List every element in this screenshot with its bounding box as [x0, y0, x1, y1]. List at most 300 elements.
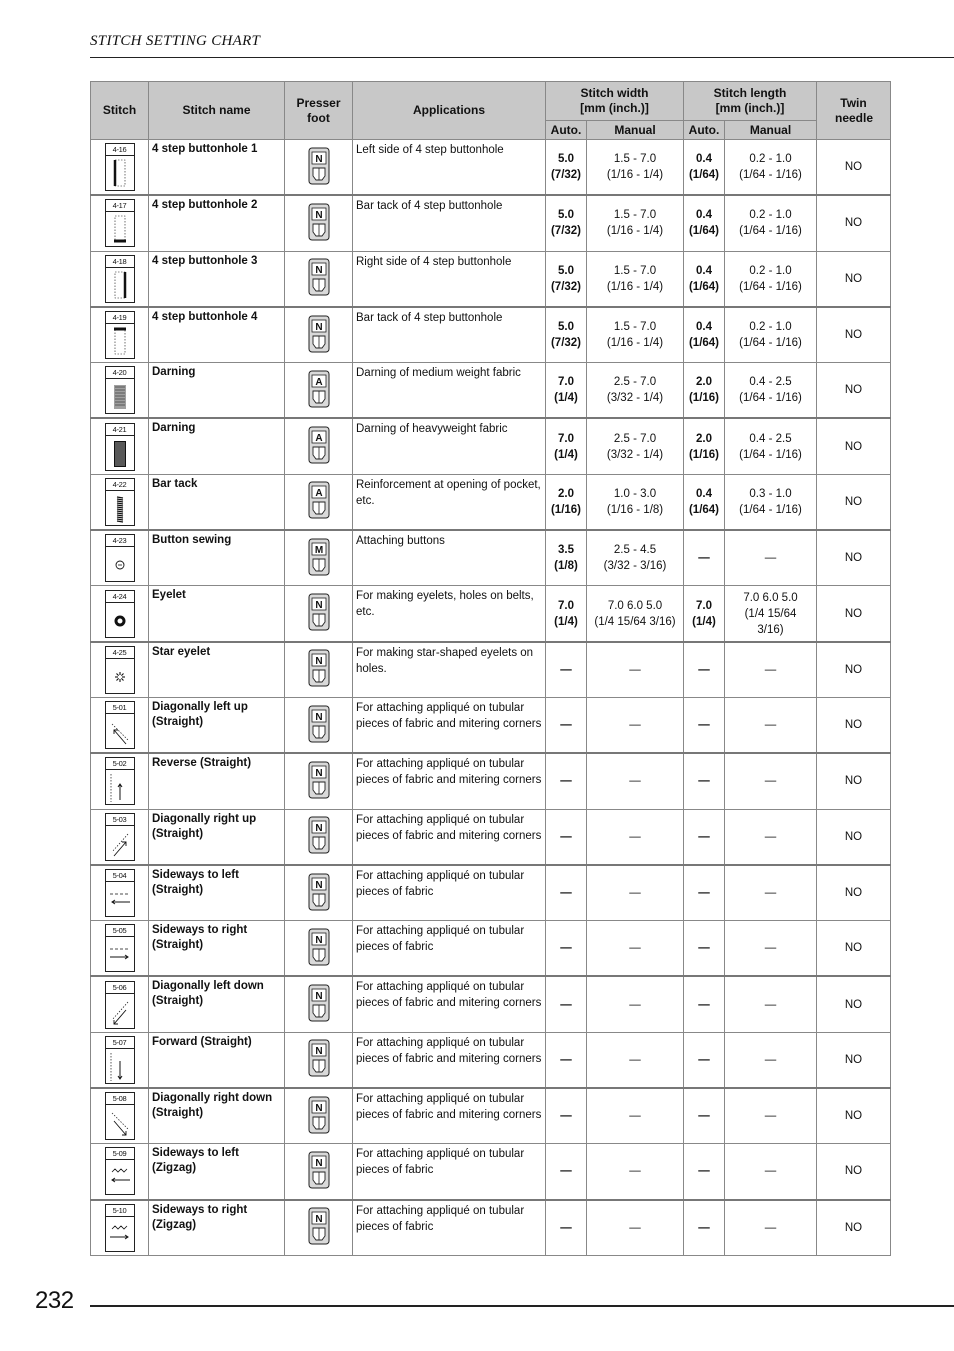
length-auto [684, 1032, 725, 1088]
length-manual [725, 865, 817, 921]
stitch-number: 4-24 [106, 591, 134, 603]
application-text: For making eyelets, holes on belts, etc. [353, 586, 546, 642]
stitch-name: Sideways to right (Zigzag) [149, 1200, 285, 1256]
footer-rule [90, 1305, 954, 1307]
twin-needle-value: NO [817, 976, 891, 1032]
stitch-name: Sideways to right (Straight) [149, 921, 285, 977]
length-manual [725, 1144, 817, 1200]
table-row [91, 195, 891, 251]
application-text: For attaching appliqué on tubular pieces of fabric [353, 1200, 546, 1256]
width-manual-line: 2.5 - 4.5 [613, 544, 657, 557]
width-auto-line: 7.0 [558, 432, 574, 445]
length-auto [684, 697, 725, 753]
col-header-length-auto: Auto. [684, 121, 725, 140]
width-auto-line: (1/4) [554, 448, 578, 461]
length-auto [684, 1200, 725, 1256]
width-auto-line: — [560, 1165, 572, 1178]
stitch-name: Darning [149, 363, 285, 419]
table-row [91, 586, 891, 642]
stitch-pattern-icon [105, 199, 135, 247]
presser-foot-icon [306, 369, 332, 412]
twin-needle-value: NO [817, 363, 891, 419]
length-manual-line: (1/64 - 1/16) [739, 503, 802, 516]
stitch-pattern-icon [105, 813, 135, 861]
width-manual-line: 2.5 - 7.0 [613, 432, 657, 445]
width-auto-line: — [560, 663, 572, 676]
width-manual-line: 1.5 - 7.0 [613, 209, 657, 222]
width-manual-line: (3/32 - 1/4) [606, 448, 664, 461]
length-auto [684, 642, 725, 698]
length-auto-line: (1/64) [688, 280, 720, 293]
page-header-title: STITCH SETTING CHART [90, 33, 261, 49]
col-header-stitch-name: Stitch name [149, 82, 285, 140]
length-auto-line: — [698, 775, 710, 788]
length-manual [725, 530, 817, 586]
length-manual-line: (1/64 - 1/16) [739, 448, 802, 461]
twin-needle-value: NO [817, 307, 891, 363]
stitch-pattern-icon [105, 255, 135, 303]
width-auto-line: (7/32) [550, 169, 582, 182]
svg-text:N: N [314, 711, 323, 723]
length-manual [725, 474, 817, 530]
length-auto-line: (1/64) [688, 225, 720, 238]
twin-needle-value: NO [817, 1144, 891, 1200]
width-auto [546, 1144, 587, 1200]
stitch-name: Eyelet [149, 586, 285, 642]
stitch-name: Diagonally left down (Straight) [149, 976, 285, 1032]
table-row [91, 474, 891, 530]
stitch-name: Diagonally right up (Straight) [149, 809, 285, 865]
twin-needle-value: NO [817, 195, 891, 251]
length-manual-line: 0.2 - 1.0 [749, 321, 792, 334]
width-auto-line: 7.0 [558, 376, 574, 389]
svg-text:N: N [314, 1102, 323, 1114]
stitch-pattern-icon [105, 1204, 135, 1252]
application-text: Bar tack of 4 step buttonhole [353, 195, 546, 251]
length-manual-line: 7.0 6.0 5.0 [743, 591, 798, 604]
twin-needle-value: NO [817, 586, 891, 642]
length-auto [684, 530, 725, 586]
stitch-pattern-icon [105, 311, 135, 359]
stitch-number: 5-10 [106, 1205, 134, 1217]
svg-text:N: N [314, 767, 323, 779]
width-auto [546, 642, 587, 698]
stitch-name: 4 step buttonhole 2 [149, 195, 285, 251]
stitch-pattern-icon [105, 423, 135, 471]
length-manual [725, 307, 817, 363]
width-manual [587, 530, 684, 586]
length-auto-line: — [698, 1110, 710, 1123]
length-manual [725, 809, 817, 865]
svg-text:N: N [314, 600, 323, 612]
width-manual-line: 7.0 6.0 5.0 [607, 599, 663, 612]
stitch-number: 4-25 [106, 647, 134, 659]
stitch-pattern-icon [105, 924, 135, 972]
length-auto-line: — [698, 830, 710, 843]
length-manual [725, 586, 817, 642]
svg-text:N: N [314, 934, 323, 946]
twin-needle-value: NO [817, 1200, 891, 1256]
stitch-number: 4-20 [106, 367, 134, 379]
application-text: Right side of 4 step buttonhole [353, 251, 546, 307]
length-auto-line: — [698, 719, 710, 732]
width-manual [587, 1144, 684, 1200]
svg-text:A: A [314, 433, 323, 445]
presser-foot-icon [306, 1150, 332, 1193]
table-row [91, 1200, 891, 1256]
length-manual-line: 0.2 - 1.0 [749, 264, 792, 277]
length-auto-line: 7.0 [696, 599, 712, 612]
application-text: For attaching appliqué on tubular pieces of fabric [353, 865, 546, 921]
presser-foot-icon [306, 425, 332, 468]
stitch-name: Diagonally left up (Straight) [149, 697, 285, 753]
width-manual-line: — [629, 663, 641, 676]
length-manual-line: 0.4 - 2.5 [749, 432, 792, 445]
length-auto [684, 140, 725, 196]
length-manual-line: — [764, 663, 777, 676]
width-auto [546, 363, 587, 419]
width-auto [546, 697, 587, 753]
col-header-width-auto: Auto. [546, 121, 587, 140]
width-manual [587, 753, 684, 809]
stitch-pattern-icon [105, 366, 135, 414]
width-manual-line: (1/16 - 1/8) [606, 503, 664, 516]
width-auto [546, 307, 587, 363]
width-manual-line: 1.5 - 7.0 [613, 264, 657, 277]
width-auto-line: 5.0 [558, 153, 574, 166]
stitch-name: 4 step buttonhole 1 [149, 140, 285, 196]
stitch-number: 4-21 [106, 424, 134, 436]
svg-text:N: N [314, 1214, 323, 1226]
width-manual [587, 363, 684, 419]
length-manual-line: (1/64 - 1/16) [739, 280, 802, 293]
width-auto-line: — [560, 998, 572, 1011]
length-auto-line: — [698, 887, 710, 899]
width-auto-line: 5.0 [558, 209, 574, 222]
width-auto [546, 530, 587, 586]
table-row [91, 753, 891, 809]
svg-text:N: N [314, 879, 323, 891]
stitch-pattern-icon [105, 981, 135, 1029]
length-auto [684, 586, 725, 642]
length-auto-line: (1/16) [688, 392, 720, 405]
length-auto [684, 474, 725, 530]
width-auto [546, 195, 587, 251]
length-auto-line: — [698, 1165, 710, 1178]
width-auto [546, 1032, 587, 1088]
presser-foot-icon [306, 760, 332, 803]
length-auto-line: (1/64) [688, 169, 720, 182]
length-auto [684, 363, 725, 419]
twin-needle-value: NO [817, 530, 891, 586]
width-auto-line: 5.0 [558, 264, 574, 277]
stitch-number: 4-23 [106, 535, 134, 547]
stitch-name: Sideways to left (Straight) [149, 865, 285, 921]
width-auto-line: 5.0 [558, 321, 574, 334]
length-manual-line: (1/64 - 1/16) [739, 169, 802, 182]
length-auto-line: — [698, 1221, 710, 1234]
length-auto [684, 1088, 725, 1144]
stitch-number: 5-09 [106, 1148, 134, 1160]
stitch-name: Darning [149, 418, 285, 474]
width-manual-line: — [629, 830, 641, 843]
length-manual [725, 753, 817, 809]
page-number: 232 [35, 1287, 74, 1314]
width-auto [546, 921, 587, 977]
width-auto [546, 418, 587, 474]
length-auto [684, 921, 725, 977]
width-manual [587, 251, 684, 307]
twin-needle-value: NO [817, 1032, 891, 1088]
width-auto-line: 7.0 [558, 599, 574, 612]
length-manual-line: — [764, 719, 777, 732]
presser-foot-icon [306, 648, 332, 691]
length-manual [725, 1200, 817, 1256]
col-header-stitch-width: Stitch width [mm (inch.)] [546, 82, 684, 121]
application-text: For attaching appliqué on tubular pieces of fabric [353, 921, 546, 977]
presser-foot-icon [306, 146, 332, 189]
length-auto [684, 809, 725, 865]
presser-foot-icon [306, 537, 332, 580]
width-manual-line: — [629, 1165, 641, 1178]
width-manual-line: (1/16 - 1/4) [606, 337, 664, 350]
length-auto [684, 418, 725, 474]
length-auto-line: — [698, 942, 710, 955]
presser-foot-icon [306, 480, 332, 523]
svg-text:N: N [314, 209, 323, 221]
stitch-pattern-icon [105, 143, 135, 191]
stitch-pattern-icon [105, 534, 135, 582]
twin-needle-value: NO [817, 642, 891, 698]
length-auto-line: — [698, 552, 710, 565]
length-auto-line: — [698, 1053, 710, 1066]
length-manual [725, 140, 817, 196]
table-row [91, 363, 891, 419]
width-auto-line: (7/32) [550, 225, 582, 238]
twin-needle-value: NO [817, 251, 891, 307]
col-header-width-manual: Manual [587, 121, 684, 140]
svg-text:A: A [314, 488, 323, 500]
length-auto-line: (1/64) [688, 503, 720, 516]
width-auto-line: (1/4) [554, 615, 578, 628]
length-manual-line: — [764, 552, 777, 565]
width-manual-line: — [629, 1110, 641, 1123]
stitch-pattern-icon [105, 1092, 135, 1140]
stitch-number: 4-17 [106, 200, 134, 212]
width-manual-line: (1/16 - 1/4) [606, 169, 664, 182]
table-row [91, 921, 891, 977]
presser-foot-icon [306, 592, 332, 635]
presser-foot-icon [306, 1038, 332, 1081]
width-auto-line: — [560, 887, 572, 899]
length-manual-line: — [764, 1053, 777, 1066]
length-auto [684, 1144, 725, 1200]
table-row [91, 809, 891, 865]
width-auto [546, 809, 587, 865]
width-manual [587, 1032, 684, 1088]
stitch-name: 4 step buttonhole 4 [149, 307, 285, 363]
table-row [91, 976, 891, 1032]
width-auto-line: (7/32) [550, 337, 582, 350]
svg-text:N: N [314, 656, 323, 668]
presser-foot-icon [306, 257, 332, 300]
application-text: For attaching appliqué on tubular pieces of fabric and mitering corners [353, 1088, 546, 1144]
width-manual [587, 195, 684, 251]
length-auto-line: 0.4 [696, 153, 712, 166]
width-manual-line: (1/4 15/64 3/16) [594, 615, 676, 628]
length-manual [725, 697, 817, 753]
svg-text:N: N [314, 1046, 323, 1058]
stitch-number: 5-08 [106, 1093, 134, 1105]
length-auto-line: 0.4 [696, 487, 712, 500]
stitch-name: Bar tack [149, 474, 285, 530]
length-auto-line: 0.4 [696, 321, 712, 334]
stitch-name: Forward (Straight) [149, 1032, 285, 1088]
width-manual [587, 307, 684, 363]
length-auto-line: 0.4 [696, 209, 712, 222]
col-header-length-manual: Manual [725, 121, 817, 140]
svg-text:N: N [314, 321, 323, 333]
stitch-number: 4-19 [106, 312, 134, 324]
twin-needle-value: NO [817, 753, 891, 809]
width-auto-line: — [560, 942, 572, 955]
width-manual [587, 586, 684, 642]
length-auto-line: — [698, 998, 710, 1011]
length-manual-line: — [764, 830, 777, 843]
width-manual [587, 418, 684, 474]
length-manual-line: (1/64 - 1/16) [739, 337, 802, 350]
width-auto-line: (1/4) [554, 392, 578, 405]
stitch-number: 5-04 [106, 870, 134, 882]
length-auto-line: — [698, 663, 710, 676]
width-manual-line: (3/32 - 3/16) [603, 560, 667, 573]
length-manual [725, 251, 817, 307]
stitch-pattern-icon [105, 869, 135, 917]
presser-foot-icon [306, 1095, 332, 1138]
width-manual-line: — [629, 775, 641, 788]
twin-needle-value: NO [817, 1088, 891, 1144]
stitch-number: 5-03 [106, 814, 134, 826]
length-manual-line: 3/16) [757, 623, 784, 636]
stitch-number: 5-07 [106, 1037, 134, 1049]
width-manual-line: (3/32 - 1/4) [606, 392, 664, 405]
col-header-twin-needle: Twin needle [817, 82, 891, 140]
presser-foot-icon [306, 815, 332, 858]
length-manual-line: — [764, 887, 777, 899]
presser-foot-icon [306, 1206, 332, 1249]
width-auto [546, 251, 587, 307]
width-auto [546, 474, 587, 530]
length-manual-line: — [764, 1110, 777, 1123]
stitch-name: Sideways to left (Zigzag) [149, 1144, 285, 1200]
twin-needle-value: NO [817, 140, 891, 196]
stitch-pattern-icon [105, 1036, 135, 1084]
length-manual-line: — [764, 775, 777, 788]
width-auto-line: — [560, 1110, 572, 1123]
stitch-name: Button sewing [149, 530, 285, 586]
length-auto-line: 2.0 [696, 376, 712, 389]
presser-foot-icon [306, 983, 332, 1026]
width-manual-line: — [629, 887, 641, 899]
twin-needle-value: NO [817, 418, 891, 474]
length-manual [725, 921, 817, 977]
length-manual-line: 0.3 - 1.0 [749, 487, 792, 500]
width-manual-line: 1.5 - 7.0 [613, 321, 657, 334]
svg-text:N: N [314, 823, 323, 835]
application-text: Darning of medium weight fabric [353, 363, 546, 419]
length-manual-line: (1/64 - 1/16) [739, 392, 802, 405]
stitch-number: 4-18 [106, 256, 134, 268]
stitch-pattern-icon [105, 478, 135, 526]
twin-needle-value: NO [817, 865, 891, 921]
table-row [91, 140, 891, 196]
width-manual-line: — [629, 1053, 641, 1066]
length-manual [725, 1032, 817, 1088]
stitch-pattern-icon [105, 757, 135, 805]
length-manual [725, 642, 817, 698]
application-text: For attaching appliqué on tubular pieces of fabric and mitering corners [353, 809, 546, 865]
length-manual-line: (1/64 - 1/16) [739, 225, 802, 238]
width-manual [587, 642, 684, 698]
table-row [91, 865, 891, 921]
application-text: For attaching appliqué on tubular pieces of fabric and mitering corners [353, 1032, 546, 1088]
stitch-name: Reverse (Straight) [149, 753, 285, 809]
width-manual [587, 1200, 684, 1256]
stitch-name: 4 step buttonhole 3 [149, 251, 285, 307]
application-text: For attaching appliqué on tubular pieces of fabric and mitering corners [353, 753, 546, 809]
stitch-number: 5-06 [106, 982, 134, 994]
length-manual-line: — [764, 998, 777, 1011]
stitch-pattern-icon [105, 646, 135, 694]
stitch-number: 4-16 [106, 144, 134, 156]
width-auto [546, 753, 587, 809]
application-text: Left side of 4 step buttonhole [353, 140, 546, 196]
stitch-number: 5-01 [106, 702, 134, 714]
width-manual [587, 697, 684, 753]
width-auto-line: (1/16) [550, 503, 582, 516]
width-manual [587, 1088, 684, 1144]
presser-foot-icon [306, 704, 332, 747]
header-rule [90, 57, 954, 58]
width-manual-line: 1.5 - 7.0 [613, 153, 657, 166]
svg-text:N: N [314, 991, 323, 1003]
length-auto [684, 976, 725, 1032]
table-row [91, 307, 891, 363]
length-manual [725, 195, 817, 251]
application-text: For attaching appliqué on tubular pieces of fabric [353, 1144, 546, 1200]
width-manual [587, 921, 684, 977]
application-text: Bar tack of 4 step buttonhole [353, 307, 546, 363]
presser-foot-icon [306, 202, 332, 245]
stitch-number: 5-05 [106, 925, 134, 937]
svg-text:N: N [314, 1157, 323, 1169]
width-manual [587, 809, 684, 865]
table-row [91, 1032, 891, 1088]
length-auto-line: 2.0 [696, 432, 712, 445]
application-text: Reinforcement at opening of pocket, etc. [353, 474, 546, 530]
presser-foot-icon [306, 314, 332, 357]
twin-needle-value: NO [817, 697, 891, 753]
width-auto-line: — [560, 719, 572, 732]
length-manual [725, 418, 817, 474]
length-manual-line: 0.4 - 2.5 [749, 376, 792, 389]
length-manual-line: — [764, 942, 777, 955]
svg-text:N: N [314, 153, 323, 165]
length-auto [684, 251, 725, 307]
table-row [91, 1144, 891, 1200]
length-manual [725, 1088, 817, 1144]
presser-foot-icon [306, 872, 332, 915]
